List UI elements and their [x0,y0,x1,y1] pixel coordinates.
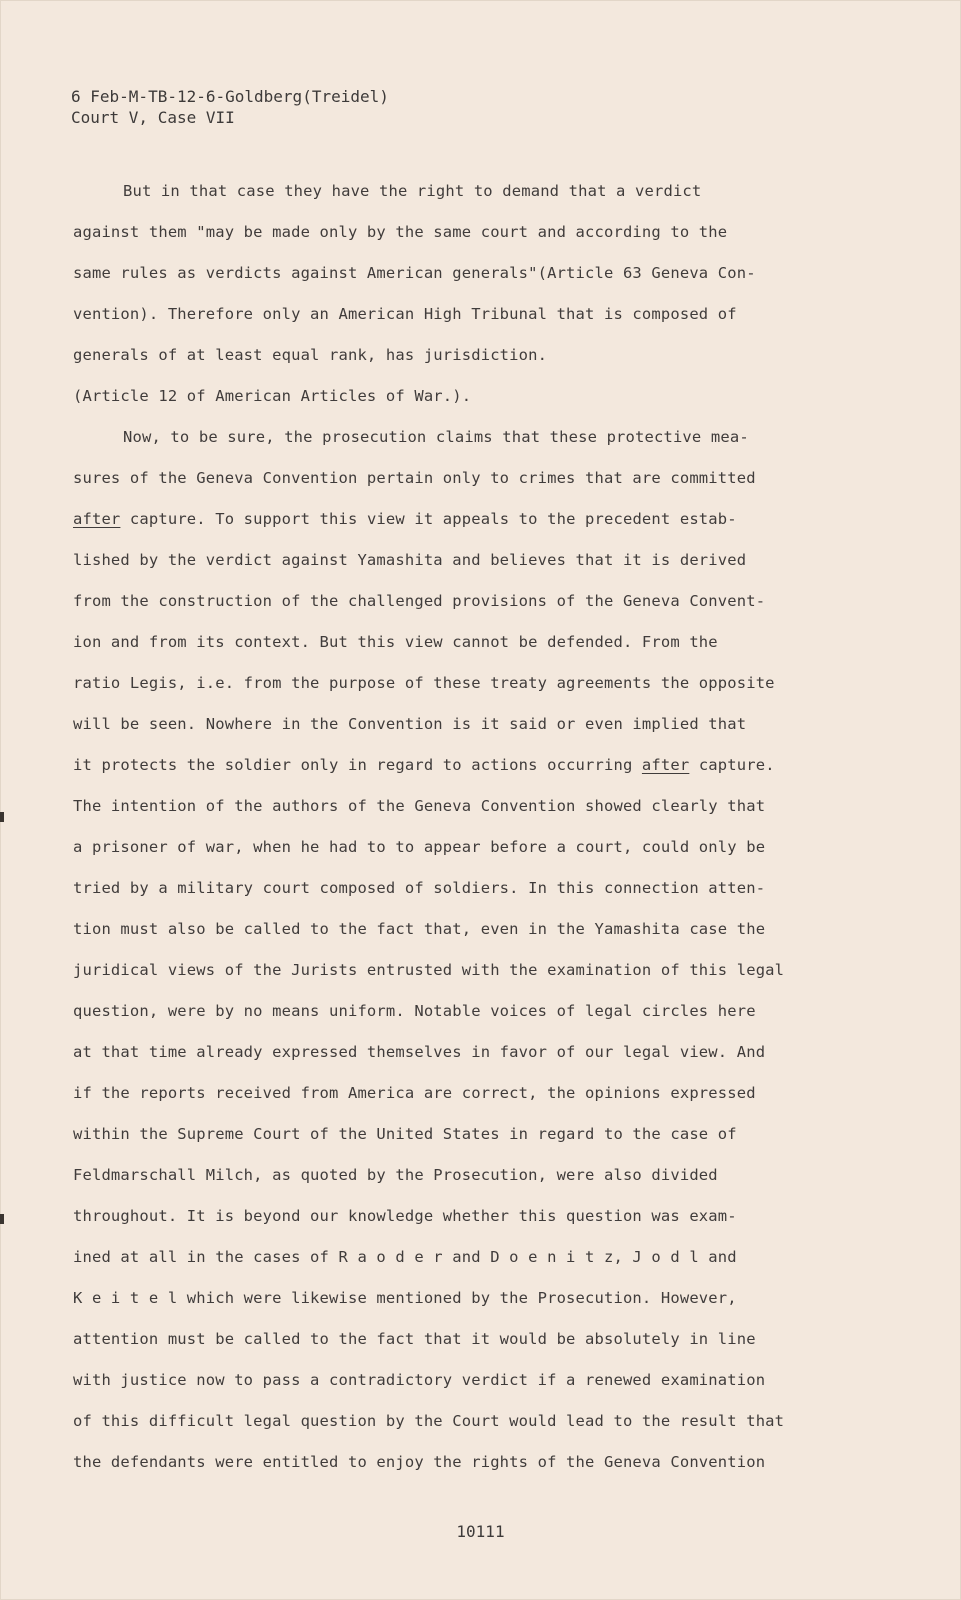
text-line: at that time already expressed themselves in favor of our legal view. And [73,1043,766,1061]
text-line: lished by the verdict against Yamashita and believes that it is derived [73,551,747,569]
text-line: if the reports received from America are correct, the opinions expressed [73,1084,756,1102]
line-segment: it protects the soldier only in regard to actions occurring [73,756,642,774]
text-line [73,756,775,774]
page-number: 10111 [456,1522,505,1541]
text-line: generals of at least equal rank, has jurisdiction. [73,346,548,364]
text-line: tion must also be called to the fact that, even in the Yamashita case the [73,920,766,938]
text-line: Feldmarschall Milch, as quoted by the Prosecution, were also divided [73,1166,718,1184]
text-line: Now, to be sure, the prosecution claims that these protective mea- [123,428,749,446]
text-line: attention must be called to the fact that it would be absolutely in line [73,1330,756,1348]
line-segment: capture. To support this view it appeals to the precedent estab- [120,510,737,528]
text-line: against them "may be made only by the same court and according to the [73,223,728,241]
header-court-case: Court V, Case VII [71,108,235,127]
underlined-word: after [73,510,121,528]
text-line: same rules as verdicts against American generals"(Article 63 Geneva Con- [73,264,756,282]
text-line: ion and from its context. But this view cannot be defended. From the [73,633,718,651]
text-line: the defendants were entitled to enjoy the rights of the Geneva Convention [73,1453,766,1471]
text-line: vention). Therefore only an American High Tribunal that is composed of [73,305,737,323]
text-line: sures of the Geneva Convention pertain only to crimes that are committed [73,469,756,487]
text-line: But in that case they have the right to demand that a verdict [123,182,702,200]
text-line: question, were by no means uniform. Notable voices of legal circles here [73,1002,756,1020]
page-edge-mark [0,812,4,822]
text-line: a prisoner of war, when he had to to appear before a court, could only be [73,838,766,856]
text-line: of this difficult legal question by the Court would lead to the result that [73,1412,785,1430]
text-line: ratio Legis, i.e. from the purpose of these treaty agreements the opposite [73,674,775,692]
text-line: K e i t e l which were likewise mentioned by the Prosecution. However, [73,1289,737,1307]
page-edge-mark [0,1214,4,1224]
document-header [71,86,389,128]
text-line: tried by a military court composed of soldiers. In this connection atten- [73,879,766,897]
text-line: from the construction of the challenged provisions of the Geneva Convent- [73,592,766,610]
line-segment: capture. [689,756,775,774]
text-line: within the Supreme Court of the United States in regard to the case of [73,1125,737,1143]
underlined-word: after [641,756,690,774]
text-line: will be seen. Nowhere in the Convention is it said or even implied that [73,715,747,733]
text-line: juridical views of the Jurists entrusted with the examination of this legal [73,961,785,979]
text-line: throughout. It is beyond our knowledge whether this question was exam- [73,1207,737,1225]
text-line [73,510,737,528]
text-line: ined at all in the cases of R a o d e r and D o e n i t z, J o d l and [73,1248,737,1266]
text-line: with justice now to pass a contradictory verdict if a renewed examination [73,1371,766,1389]
text-line: The intention of the authors of the Geneva Convention showed clearly that [73,797,766,815]
header-reference: 6 Feb-M-TB-12-6-Goldberg(Treidel) [71,87,389,106]
text-line: (Article 12 of American Articles of War.). [73,387,472,405]
